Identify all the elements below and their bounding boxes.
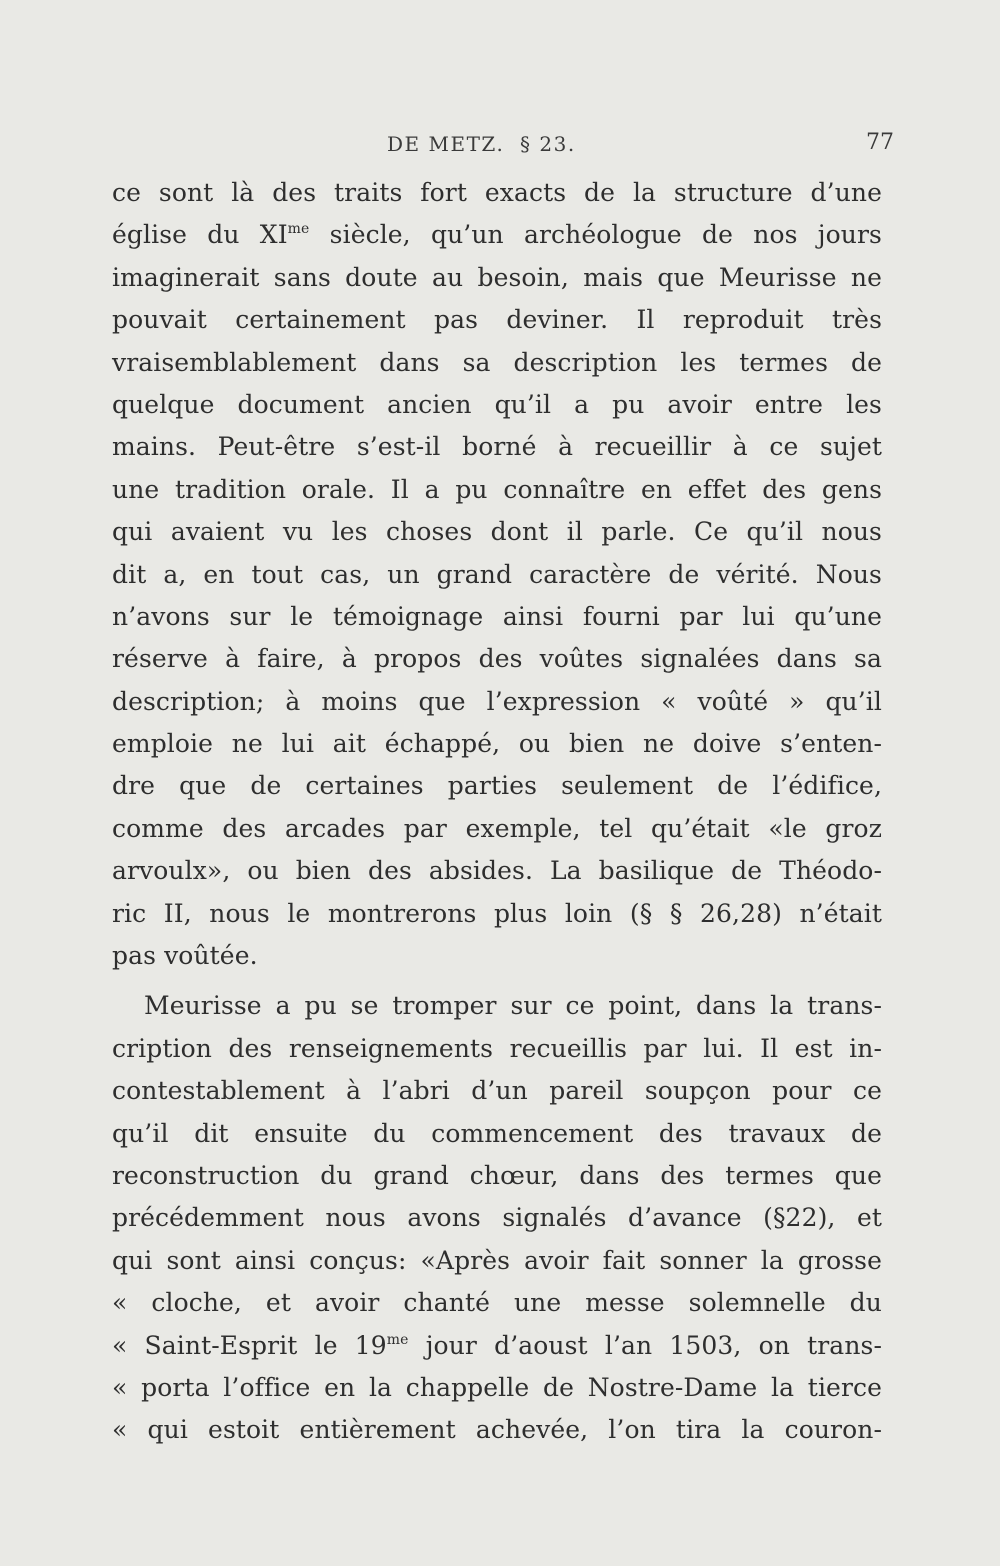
- text-line: dit a, en tout cas, un grand caractère de vérité. Nous: [112, 559, 882, 589]
- text-line: ce sont là des traits fort exacts de la structure d’une: [112, 178, 882, 207]
- text-line: Meurisse a pu se tromper sur ce point, dans la trans-: [144, 991, 882, 1021]
- text-line: reconstruction du grand chœur, dans des termes que: [112, 1160, 882, 1190]
- paragraph-gap: [112, 977, 882, 985]
- text-line: « Saint-Esprit le $19^{me}$ jour d’aoust l’an 1503, on trans-: [112, 1330, 882, 1360]
- text-line: n’avons sur le témoignage ainsi fourni par lui qu’une: [112, 601, 882, 631]
- text-line: pas voûtée.: [112, 941, 258, 971]
- text-line: arvoulx», ou bien des absides. La basilique de Théodo-: [112, 856, 882, 886]
- text-line: une tradition orale. Il a pu connaître en effet des gens: [112, 474, 882, 504]
- text-line: cription des renseignements recueillis par lui. Il est in-: [112, 1033, 882, 1063]
- text-line: quelque document ancien qu’il a pu avoir entre les: [112, 389, 882, 419]
- text-line: qui sont ainsi conçus: «Après avoir fait sonner la grosse: [112, 1245, 882, 1275]
- text-line: « cloche, et avoir chanté une messe solemnelle du: [112, 1288, 882, 1318]
- text-line: église du $XI^{me}$ siècle, qu’un archéologue de nos jours: [112, 220, 882, 250]
- text-line: pouvait certainement pas deviner. Il reproduit très: [112, 305, 882, 335]
- text-line: contestablement à l’abri d’un pareil soupçon pour ce: [112, 1076, 882, 1106]
- text-line: qu’il dit ensuite du commencement des travaux de: [112, 1118, 882, 1148]
- text-line: dre que de certaines parties seulement de l’édifice,: [112, 771, 882, 801]
- text-line: vraisemblablement dans sa description les termes de: [112, 347, 882, 377]
- text-line: imaginerait sans doute au besoin, mais que Meurisse ne: [112, 262, 882, 292]
- running-head: DE METZ. § 23.: [387, 132, 576, 156]
- text-line: emploie ne lui ait échappé, ou bien ne doive s’enten-: [112, 729, 882, 759]
- text-line: précédemment nous avons signalés d’avance (§22), et: [112, 1203, 882, 1233]
- text-line: mains. Peut-être s’est-il borné à recueillir à ce sujet: [112, 432, 882, 462]
- page-header: [112, 128, 894, 168]
- text-line: description; à moins que l’expression « voûté » qu’il: [112, 686, 882, 716]
- paragraph-1: [112, 172, 882, 977]
- text-line: comme des arcades par exemple, tel qu’était «le groz: [112, 813, 882, 843]
- superscript: me: [386, 1331, 409, 1348]
- text-line: « qui estoit entièrement achevée, l’on tira la couron-: [112, 1415, 882, 1445]
- page-number: 77: [866, 130, 894, 155]
- text-line: « porta l’office en la chappelle de Nostre-Dame la tierce: [112, 1372, 882, 1402]
- body-text: [112, 172, 882, 1452]
- paragraph-2: [112, 985, 882, 1451]
- text-line: ric II, nous le montrerons plus loin (§ § 26,28) n’était: [112, 898, 882, 928]
- text-line: réserve à faire, à propos des voûtes signalées dans sa: [112, 644, 882, 674]
- superscript: me: [287, 221, 310, 238]
- text-line: qui avaient vu les choses dont il parle. Ce qu’il nous: [112, 517, 882, 547]
